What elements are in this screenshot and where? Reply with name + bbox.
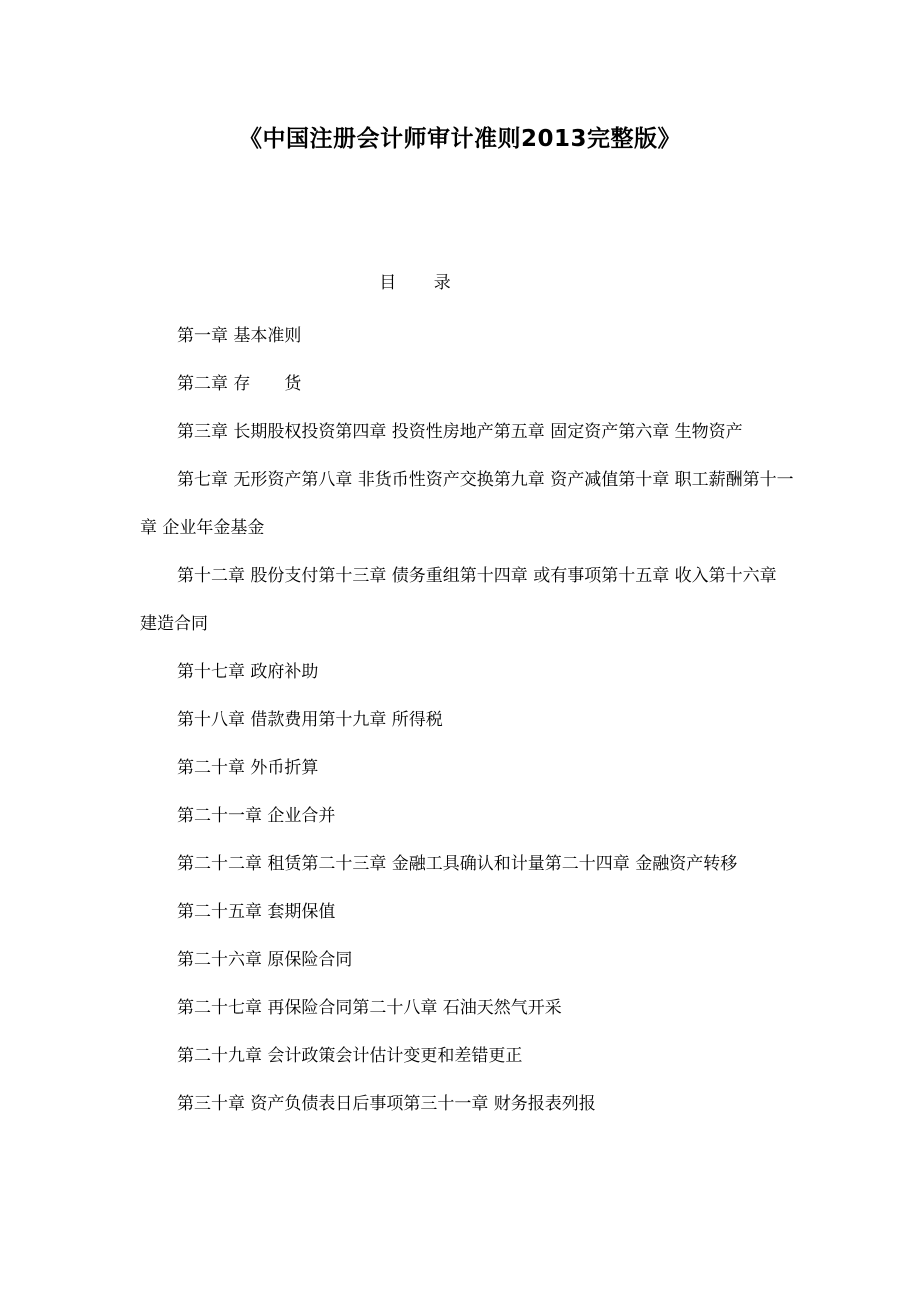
toc-entry: 第二十一章 企业合并 [177, 806, 336, 826]
toc-entry: 第一章 基本准则 [177, 326, 302, 346]
toc-entry: 第三十章 资产负债表日后事项第三十一章 财务报表列报 [177, 1094, 596, 1114]
toc-entry: 第二十二章 租赁第二十三章 金融工具确认和计量第二十四章 金融资产转移 [177, 854, 738, 874]
toc-entry: 第二章 存 货 [177, 374, 302, 394]
toc-entry: 第七章 无形资产第八章 非货币性资产交换第九章 资产减值第十章 职工薪酬第十一章 企业年金基金 [140, 470, 794, 538]
toc-entry: 第二十章 外币折算 [177, 758, 319, 778]
toc-entry: 第二十七章 再保险合同第二十八章 石油天然气开采 [177, 998, 562, 1018]
toc-entry: 第十七章 政府补助 [177, 662, 319, 682]
toc-entry: 第三章 长期股权投资第四章 投资性房地产第五章 固定资产第六章 生物资产 [177, 422, 743, 442]
toc-heading: 目 录 [379, 273, 467, 293]
toc-entry: 第二十五章 套期保值 [177, 902, 336, 922]
toc-entry: 第二十九章 会计政策会计估计变更和差错更正 [177, 1046, 523, 1066]
document-title: 《中国注册会计师审计准则2013完整版》 [238, 126, 681, 152]
toc-entry: 第十二章 股份支付第十三章 债务重组第十四章 或有事项第十五章 收入第十六章 建造合同 [140, 566, 777, 634]
toc-entry: 第十八章 借款费用第十九章 所得税 [177, 710, 443, 730]
toc-entry: 第二十六章 原保险合同 [177, 950, 353, 970]
table-of-contents [140, 312, 795, 1128]
